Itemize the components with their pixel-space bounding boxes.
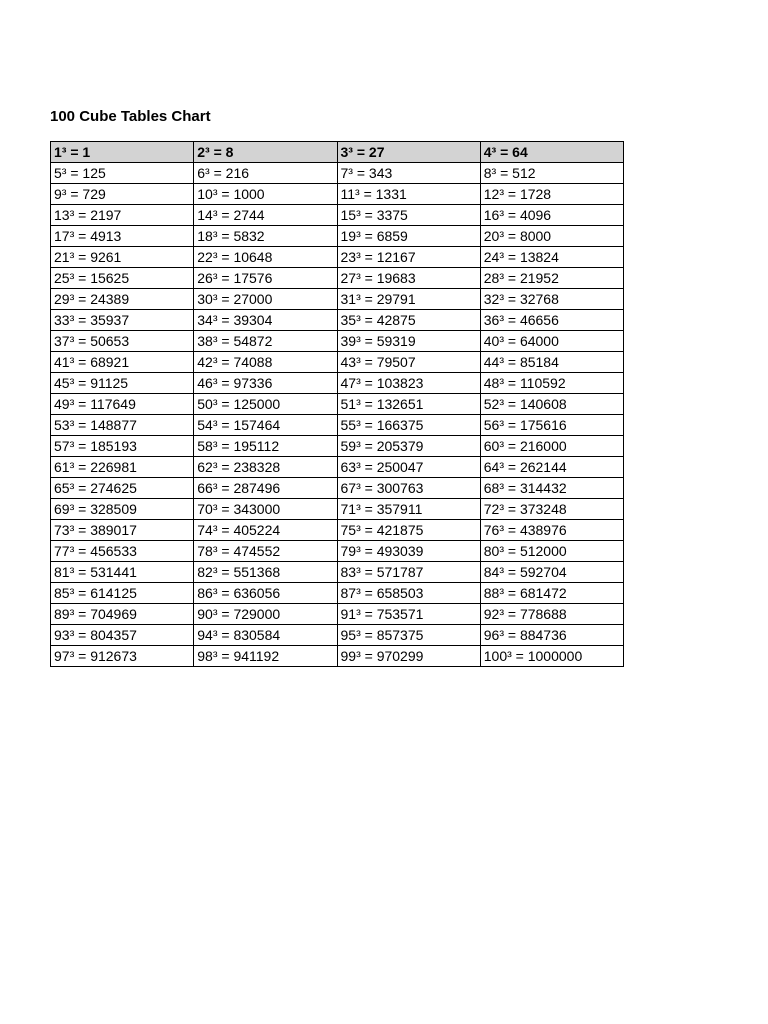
table-cell: 58³ = 195112 <box>194 436 337 457</box>
table-cell: 52³ = 140608 <box>480 394 623 415</box>
table-cell: 77³ = 456533 <box>51 541 194 562</box>
table-row <box>51 247 624 268</box>
table-row <box>51 646 624 667</box>
table-header-cell: 2³ = 8 <box>194 142 337 163</box>
table-cell: 51³ = 132651 <box>337 394 480 415</box>
table-cell: 89³ = 704969 <box>51 604 194 625</box>
table-row <box>51 394 624 415</box>
table-row <box>51 436 624 457</box>
table-cell: 14³ = 2744 <box>194 205 337 226</box>
table-cell: 46³ = 97336 <box>194 373 337 394</box>
table-cell: 59³ = 205379 <box>337 436 480 457</box>
table-cell: 48³ = 110592 <box>480 373 623 394</box>
table-cell: 57³ = 185193 <box>51 436 194 457</box>
table-cell: 44³ = 85184 <box>480 352 623 373</box>
table-row <box>51 205 624 226</box>
table-cell: 54³ = 157464 <box>194 415 337 436</box>
table-cell: 10³ = 1000 <box>194 184 337 205</box>
table-cell: 23³ = 12167 <box>337 247 480 268</box>
table-cell: 84³ = 592704 <box>480 562 623 583</box>
table-cell: 79³ = 493039 <box>337 541 480 562</box>
table-cell: 15³ = 3375 <box>337 205 480 226</box>
table-cell: 35³ = 42875 <box>337 310 480 331</box>
table-row <box>51 583 624 604</box>
table-cell: 22³ = 10648 <box>194 247 337 268</box>
table-cell: 96³ = 884736 <box>480 625 623 646</box>
table-cell: 70³ = 343000 <box>194 499 337 520</box>
table-cell: 5³ = 125 <box>51 163 194 184</box>
table-cell: 16³ = 4096 <box>480 205 623 226</box>
table-cell: 60³ = 216000 <box>480 436 623 457</box>
table-cell: 75³ = 421875 <box>337 520 480 541</box>
table-cell: 66³ = 287496 <box>194 478 337 499</box>
table-cell: 50³ = 125000 <box>194 394 337 415</box>
table-row <box>51 625 624 646</box>
table-row <box>51 541 624 562</box>
table-row <box>51 457 624 478</box>
table-cell: 33³ = 35937 <box>51 310 194 331</box>
table-cell: 36³ = 46656 <box>480 310 623 331</box>
table-cell: 68³ = 314432 <box>480 478 623 499</box>
table-cell: 69³ = 328509 <box>51 499 194 520</box>
table-cell: 43³ = 79507 <box>337 352 480 373</box>
table-row <box>51 415 624 436</box>
table-header-cell: 4³ = 64 <box>480 142 623 163</box>
table-cell: 94³ = 830584 <box>194 625 337 646</box>
table-cell: 83³ = 571787 <box>337 562 480 583</box>
table-row <box>51 289 624 310</box>
table-cell: 24³ = 13824 <box>480 247 623 268</box>
table-cell: 42³ = 74088 <box>194 352 337 373</box>
table-cell: 85³ = 614125 <box>51 583 194 604</box>
table-cell: 62³ = 238328 <box>194 457 337 478</box>
table-row <box>51 373 624 394</box>
table-cell: 25³ = 15625 <box>51 268 194 289</box>
table-header-row <box>51 142 624 163</box>
table-header-cell: 3³ = 27 <box>337 142 480 163</box>
table-cell: 39³ = 59319 <box>337 331 480 352</box>
table-cell: 92³ = 778688 <box>480 604 623 625</box>
table-cell: 61³ = 226981 <box>51 457 194 478</box>
table-cell: 100³ = 1000000 <box>480 646 623 667</box>
table-cell: 67³ = 300763 <box>337 478 480 499</box>
table-cell: 87³ = 658503 <box>337 583 480 604</box>
table-cell: 28³ = 21952 <box>480 268 623 289</box>
table-cell: 27³ = 19683 <box>337 268 480 289</box>
table-cell: 64³ = 262144 <box>480 457 623 478</box>
table-cell: 74³ = 405224 <box>194 520 337 541</box>
table-row <box>51 331 624 352</box>
table-cell: 86³ = 636056 <box>194 583 337 604</box>
table-cell: 55³ = 166375 <box>337 415 480 436</box>
table-cell: 53³ = 148877 <box>51 415 194 436</box>
table-cell: 98³ = 941192 <box>194 646 337 667</box>
table-cell: 71³ = 357911 <box>337 499 480 520</box>
table-cell: 93³ = 804357 <box>51 625 194 646</box>
table-row <box>51 226 624 247</box>
table-cell: 47³ = 103823 <box>337 373 480 394</box>
table-cell: 38³ = 54872 <box>194 331 337 352</box>
table-cell: 73³ = 389017 <box>51 520 194 541</box>
table-cell: 88³ = 681472 <box>480 583 623 604</box>
table-cell: 20³ = 8000 <box>480 226 623 247</box>
table-cell: 99³ = 970299 <box>337 646 480 667</box>
table-cell: 12³ = 1728 <box>480 184 623 205</box>
table-cell: 29³ = 24389 <box>51 289 194 310</box>
table-row <box>51 184 624 205</box>
table-cell: 56³ = 175616 <box>480 415 623 436</box>
table-cell: 18³ = 5832 <box>194 226 337 247</box>
table-row <box>51 310 624 331</box>
table-cell: 37³ = 50653 <box>51 331 194 352</box>
table-cell: 11³ = 1331 <box>337 184 480 205</box>
table-cell: 81³ = 531441 <box>51 562 194 583</box>
table-cell: 21³ = 9261 <box>51 247 194 268</box>
table-cell: 90³ = 729000 <box>194 604 337 625</box>
table-row <box>51 352 624 373</box>
table-cell: 26³ = 17576 <box>194 268 337 289</box>
table-cell: 30³ = 27000 <box>194 289 337 310</box>
table-cell: 82³ = 551368 <box>194 562 337 583</box>
table-cell: 65³ = 274625 <box>51 478 194 499</box>
table-cell: 78³ = 474552 <box>194 541 337 562</box>
table-cell: 32³ = 32768 <box>480 289 623 310</box>
table-cell: 9³ = 729 <box>51 184 194 205</box>
cube-table <box>50 141 624 667</box>
table-cell: 17³ = 4913 <box>51 226 194 247</box>
table-row <box>51 562 624 583</box>
table-row <box>51 520 624 541</box>
table-cell: 97³ = 912673 <box>51 646 194 667</box>
cube-table-body <box>51 142 624 667</box>
table-row <box>51 163 624 184</box>
table-row <box>51 478 624 499</box>
table-cell: 63³ = 250047 <box>337 457 480 478</box>
table-cell: 41³ = 68921 <box>51 352 194 373</box>
table-cell: 34³ = 39304 <box>194 310 337 331</box>
table-header-cell: 1³ = 1 <box>51 142 194 163</box>
page-title: 100 Cube Tables Chart <box>50 108 211 125</box>
table-cell: 31³ = 29791 <box>337 289 480 310</box>
table-cell: 40³ = 64000 <box>480 331 623 352</box>
table-row <box>51 268 624 289</box>
table-cell: 95³ = 857375 <box>337 625 480 646</box>
table-cell: 49³ = 117649 <box>51 394 194 415</box>
table-cell: 7³ = 343 <box>337 163 480 184</box>
table-cell: 72³ = 373248 <box>480 499 623 520</box>
table-cell: 45³ = 91125 <box>51 373 194 394</box>
table-cell: 13³ = 2197 <box>51 205 194 226</box>
table-cell: 19³ = 6859 <box>337 226 480 247</box>
table-cell: 6³ = 216 <box>194 163 337 184</box>
table-cell: 8³ = 512 <box>480 163 623 184</box>
table-cell: 91³ = 753571 <box>337 604 480 625</box>
table-cell: 76³ = 438976 <box>480 520 623 541</box>
table-row <box>51 499 624 520</box>
table-cell: 80³ = 512000 <box>480 541 623 562</box>
table-row <box>51 604 624 625</box>
